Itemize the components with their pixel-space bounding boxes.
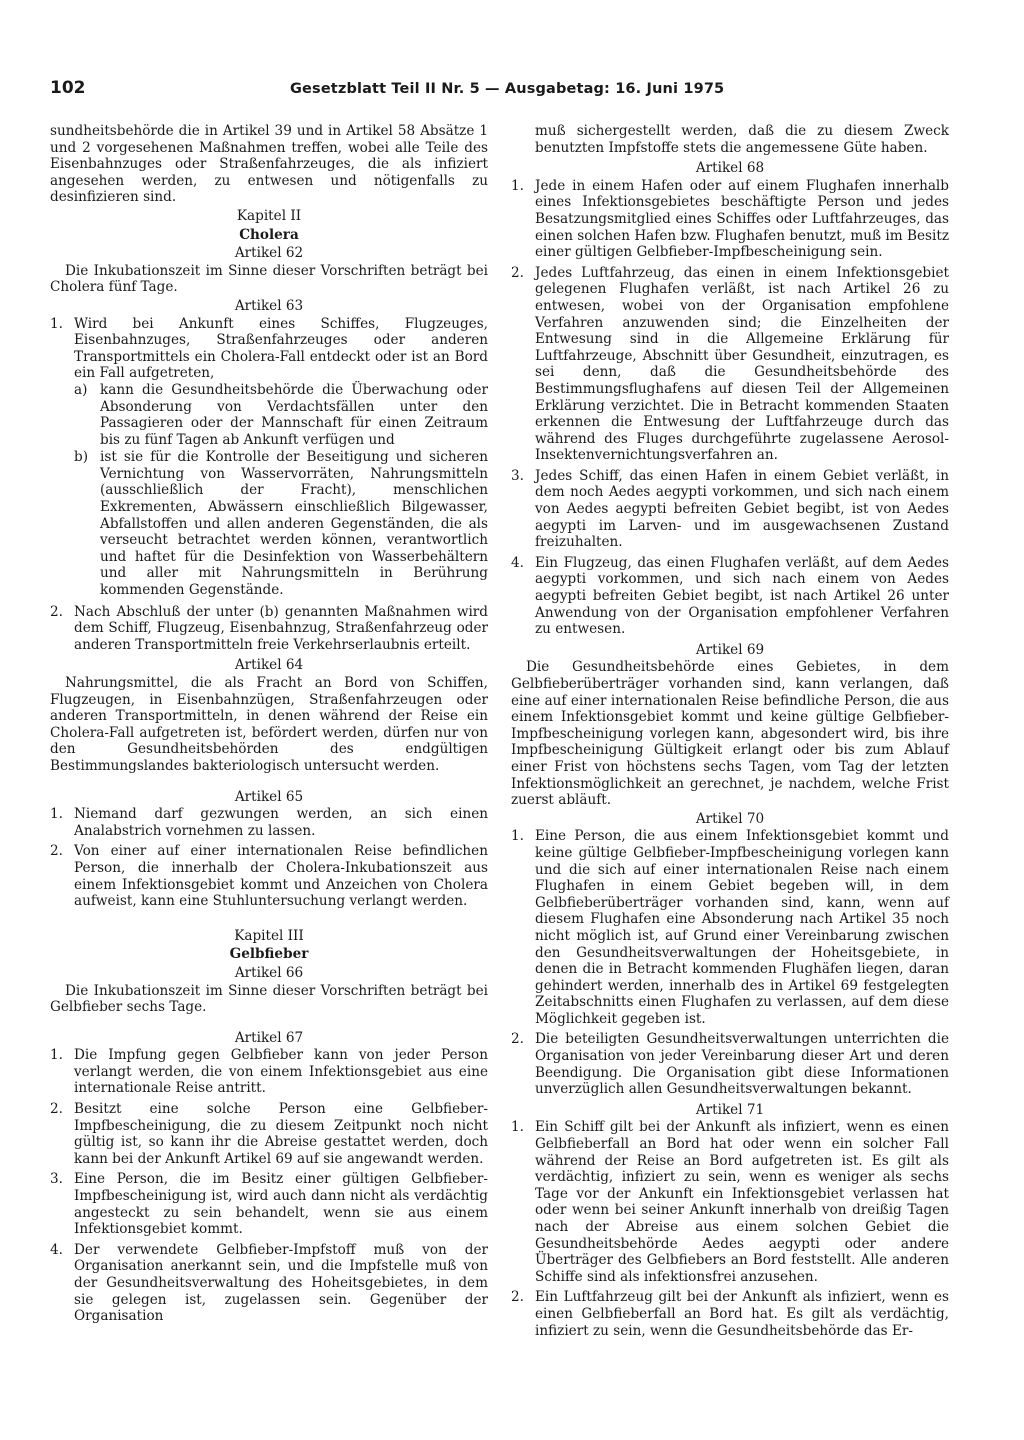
list-item: [50, 1047, 488, 1097]
item-number: 2.: [511, 1289, 524, 1306]
item-number: 2.: [511, 1031, 524, 1048]
item-number: 3.: [511, 467, 524, 484]
article-paragraph: Die Gesundheitsbehörde eines Gebietes, in dem Gelbfieberüberträger vorhanden sind, kann verlangen, daß eine auf einer internationalen Reise befindliche Person, die aus einem Infektionsgebiet kommt und keine gültige Gelbfieber-Impfbescheinigung vorlegen kann, abgesondert wird, bis ihre Impfbescheinigung Gültigkeit erlangt oder bis zum Ablauf einer Frist von höchstens sechs Tagen, vom Tag der letzten Infektionsmöglichkeit an gerechnet, je nachdem, welche Frist zuerst abläuft.: [511, 659, 949, 809]
list-item: [511, 468, 949, 551]
item-number: 1.: [50, 1047, 63, 1064]
article-heading: Artikel 66: [234, 964, 304, 981]
item-text: Eine Person, die im Besitz einer gültigen Gelbfieber-Impfbescheinigung ist, wird auch dann nicht als verdächtig angesteckt zu sein behandelt, wenn sie aus einem Infektionsgebiet kommt.: [74, 1171, 488, 1238]
item-text: Nach Abschluß der unter (b) genannten Maßnahmen wird dem Schiff, Flugzeug, Eisenbahnzug, Straßenfahrzeug oder anderen Transportmitteln freie Verkehrserlaubnis erteilt.: [74, 603, 488, 653]
running-head: Gesetzblatt Teil II Nr. 5 — Ausgabetag: 16. Juni 1975: [290, 81, 725, 97]
list-item: [50, 1242, 488, 1325]
item-number: 1.: [50, 806, 63, 823]
item-number: 2.: [511, 264, 524, 281]
article-heading: Artikel 67: [234, 1029, 304, 1046]
item-text: Niemand darf gezwungen werden, an sich einen Analabstrich vornehmen zu lassen.: [74, 806, 488, 839]
list-item: [511, 1031, 949, 1097]
chapter-title: Cholera: [239, 226, 299, 243]
item-text: Die Impfung gegen Gelbfieber kann von jeder Person verlangt werden, die von einem Infektionsgebiet aus eine internationale Reise antritt.: [74, 1047, 488, 1097]
item-text: Besitzt eine solche Person eine Gelbfieber-Impfbescheinigung, die zu diesem Zeitpunkt noch nicht gültig ist, so kann ihr die Abreise gestattet werden, doch kann bei der Ankunft Artikel 69 auf sie angewandt werden.: [74, 1101, 488, 1167]
paragraph-intro: sundheitsbehörde die in Artikel 39 und in Artikel 58 Absätze 1 und 2 vorgesehenen Maßnahmen treffen, wobei alle Teile des Eisenbahnzuges oder Straßenfahrzeuges, die als infiziert angesehen werden, zu entwesen und nötigenfalls zu desinfizieren sind.: [50, 123, 488, 206]
item-text: Wird bei Ankunft eines Schiffes, Flugzeuges, Eisenbahnzuges, Straßenfahrzeuges oder anderen Transportmittels ein Cholera-Fall entdeckt oder ist an Bord ein Fall aufgetreten,: [74, 315, 488, 382]
item-number: 1.: [511, 828, 524, 845]
list-item: [511, 1289, 949, 1339]
item-number: 4.: [511, 554, 524, 571]
item-text: Der verwendete Gelbfieber-Impfstoff muß von der Organisation anerkannt sein, und die Impfstelle muß von der Gesundheitsverwaltung des Hoheitsgebietes, in dem sie gelegen ist, zugelassen sein. Gegenüber der Organisation: [74, 1241, 488, 1325]
list-item: [50, 1171, 488, 1237]
list-item: [511, 828, 949, 1027]
list-item: [511, 555, 949, 638]
item-number: 4.: [50, 1241, 63, 1258]
list-item: [511, 1119, 949, 1285]
sub-item-letter: a): [74, 381, 88, 398]
item-text: Die beteiligten Gesundheitsverwaltungen unterrichten die Organisation von jeder Vereinbarung dieser Art und deren Beendigung. Die Organisation gibt diese Informationen unverzüglich allen Gesundheitsverwaltungen bekannt.: [535, 1031, 949, 1098]
list-item-continuation: [511, 123, 949, 156]
article-paragraph: Die Inkubationszeit im Sinne dieser Vorschriften beträgt bei Cholera fünf Tage.: [50, 262, 488, 296]
item-number: 2.: [50, 603, 63, 620]
item-number: 1.: [50, 315, 63, 332]
list-item: [511, 265, 949, 464]
sub-item: [74, 382, 488, 448]
item-text: Ein Schiff gilt bei der Ankunft als infiziert, wenn es einen Gelbfieberfall an Bord hat oder wenn ein solcher Fall während der Reise an Bord aufgetreten ist. Es gilt als verdächtig, infiziert zu sein, wenn es weniger als sechs Tage vor der Ankunft ein Infektionsgebiet verlassen hat oder wenn bei seiner Ankunft innerhalb von dreißig Tagen nach der Abreise aus einem solchen Gebiet die Gesundheitsbehörde Aedes aegypti oder andere Überträger des Gelbfiebers an Bord feststellt. Alle anderen Schiffe sind als infektionsfrei anzusehen.: [535, 1119, 949, 1285]
sub-item-text: ist sie für die Kontrolle der Beseitigung und sicheren Vernichtung von Wasservorräten, Nahrungsmitteln (ausschließlich der Fracht), menschlichen Exkrementen, Abwässern einschließlich Bilgewasser, Abfallstoffen und allen anderen Gegenständen, die als verseucht betrachtet werden können, verantwortlich und haftet für die Desinfektion von Wasserbehältern und aller mit Nahrungsmitteln in Berührung kommenden Gegenstände.: [100, 449, 488, 599]
sub-item-letter: b): [74, 449, 89, 466]
chapter-label: Kapitel III: [234, 927, 304, 944]
item-number: 1.: [511, 177, 524, 194]
article-paragraph: Die Inkubationszeit im Sinne dieser Vorschriften beträgt bei Gelbfieber sechs Tage.: [50, 982, 488, 1016]
item-text: muß sichergestellt werden, daß die zu diesem Zweck benutzten Impfstoffe stets die angemessene Güte haben.: [535, 123, 949, 156]
article-heading: Artikel 62: [234, 245, 304, 262]
list-item: [50, 316, 488, 600]
article-heading: Artikel 71: [695, 1101, 765, 1118]
sub-item: [74, 449, 488, 598]
item-text: Von einer auf einer internationalen Reise befindlichen Person, die innerhalb der Cholera-Inkubationszeit aus einem Infektionsgebiet kommt und Anzeichen von Cholera aufweist, kann eine Stuhluntersuchung verlangt werden.: [74, 843, 488, 910]
right-column: [511, 123, 949, 1343]
list-item: [50, 843, 488, 909]
sub-item-text: kann die Gesundheitsbehörde die Überwachung oder Absonderung von Verdachtsfällen unter den Passagieren oder der Mannschaft für einen Zeitraum bis zu fünf Tagen ab Ankunft verfügen und: [100, 381, 488, 448]
list-item: [50, 1101, 488, 1167]
article-heading: Artikel 64: [234, 657, 304, 674]
item-text: Jedes Luftfahrzeug, das einen in einem Infektionsgebiet gelegenen Flughafen verläßt, ist nach Artikel 26 zu entwesen, wobei von der Organisation empfohlene Verfahren anzuwenden sind; die Einzelheiten der Entwesung sind in die Allgemeine Erklärung für Luftfahrzeuge, Abschnitt über Gesundheit, einzutragen, es sei denn, daß die Gesundheitsbehörde des Bestimmungsflughafens auf diesen Teil der Allgemeinen Erklärung verzichtet. Die in Betracht kommenden Staaten erkennen die Entwesung der Luftfahrzeuge durch das während des Fluges durchgeführte zugelassene Aerosol-Insektenvernichtungsverfahren an.: [535, 264, 949, 464]
article-heading: Artikel 69: [695, 641, 765, 658]
item-text: Ein Luftfahrzeug gilt bei der Ankunft als infiziert, wenn es einen Gelbfieberfall an Bord hat. Es gilt als verdächtig, infiziert zu sein, wenn die Gesundheitsbehörde das Er-: [535, 1289, 949, 1339]
item-text: Eine Person, die aus einem Infektionsgebiet kommt und keine gültige Gelbfieber-Impfbescheinigung vorlegen kann und die sich auf einer internationalen Reise nach einem Flughafen in einem Gebiet begeben will, in dem Gelbfieberüberträger vorhanden sind, kann, wenn auf diesem Flughafen eine Absonderung nach Artikel 35 noch nicht möglich ist, auf Grund einer Vereinbarung zwischen den Gesundheitsverwaltungen der Hoheitsgebiete, in denen die in Betracht kommenden Flughäfen liegen, daran gehindert werden, innerhalb des in Artikel 69 festgelegten Zeitabschnitts einen Flughafen zu verlassen, auf dem diese Möglichkeit gegeben ist.: [535, 828, 949, 1027]
item-text: Ein Flugzeug, das einen Flughafen verläßt, auf dem Aedes aegypti vorkommen, und sich nach einem von Aedes aegypti befreiten Gebiet begibt, ist nach Artikel 26 unter Anwendung von der Organisation empfohlener Verfahren zu entwesen.: [535, 554, 949, 638]
article-heading: Artikel 65: [234, 788, 304, 805]
article-heading: Artikel 63: [234, 297, 304, 314]
item-number: 2.: [50, 1101, 63, 1118]
list-item: [511, 178, 949, 261]
item-text: Jedes Schiff, das einen Hafen in einem Gebiet verläßt, in dem noch Aedes aegypti vorkommen, und sich nach einem von Aedes aegypti befreiten Gebiet begibt, ist von Aedes aegypti im Larven- und im ausgewachsenen Zustand freizuhalten.: [535, 467, 949, 551]
left-column: [50, 123, 488, 1329]
item-number: 1.: [511, 1119, 524, 1136]
chapter-title: Gelbfieber: [229, 946, 309, 963]
page-header: [50, 80, 974, 102]
list-item: [50, 604, 488, 654]
item-number: 3.: [50, 1171, 63, 1188]
article-heading: Artikel 68: [695, 160, 765, 177]
chapter-label: Kapitel II: [236, 207, 302, 224]
item-text: Jede in einem Hafen oder auf einem Flughafen innerhalb eines Infektionsgebietes beschäftigte Person und jedes Besatzungsmitglied eines Schiffes oder Luftfahrzeuges, das einen solchen Hafen bzw. Flughafen benutzt, muß im Besitz einer gültigen Gelbfieber-Impfbescheinigung sein.: [535, 177, 949, 261]
page-number: 102: [50, 78, 86, 98]
item-number: 2.: [50, 843, 63, 860]
list-item: [50, 806, 488, 839]
article-paragraph: Nahrungsmittel, die als Fracht an Bord von Schiffen, Flugzeugen, in Eisenbahnzügen, Straßenfahrzeugen oder anderen Transportmitteln, in denen während der Reise ein Cholera-Fall aufgetreten ist, befördert werden, dürfen nur von den Gesundheitsbehörden des endgültigen Bestimmungslandes bakteriologisch untersucht werden.: [50, 675, 488, 774]
article-heading: Artikel 70: [695, 810, 765, 827]
